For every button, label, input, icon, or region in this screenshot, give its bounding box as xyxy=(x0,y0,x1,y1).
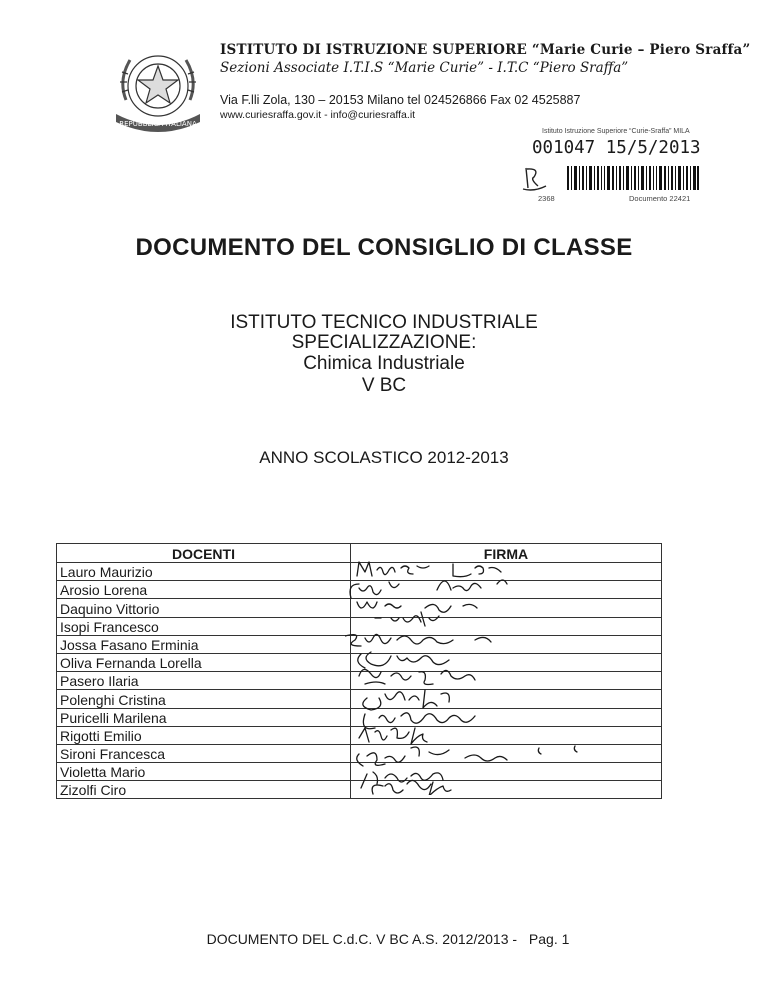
institute-sections: Sezioni Associate I.T.I.S “Marie Curie” - I.T.C “Piero Sraffa” xyxy=(220,60,629,76)
teacher-name: Zizolfi Ciro xyxy=(57,781,351,799)
protocol-stamp xyxy=(508,128,708,210)
specialization-label: SPECIALIZZAZIONE: xyxy=(291,332,477,353)
stamp-document-label: Documento 22421 xyxy=(629,194,691,203)
document-title: DOCUMENTO DEL CONSIGLIO DI CLASSE xyxy=(135,234,633,261)
class-name: V BC xyxy=(361,375,407,396)
institute-address: Via F.lli Zola, 130 – 20153 Milano tel 024526866 Fax 02 4525887 xyxy=(220,93,581,107)
signature-cell xyxy=(350,581,661,599)
table-row xyxy=(57,653,662,671)
teacher-name: Violetta Mario xyxy=(57,763,351,781)
page-footer xyxy=(0,931,768,947)
school-type: ISTITUTO TECNICO INDUSTRIALE xyxy=(230,312,538,333)
table-row xyxy=(57,744,662,762)
teacher-name: Oliva Fernanda Lorella xyxy=(57,653,351,671)
specialization-value: Chimica Industriale xyxy=(303,353,465,374)
table-row xyxy=(57,781,662,799)
signature-cell xyxy=(350,617,661,635)
table-row xyxy=(57,726,662,744)
signature-cell xyxy=(350,763,661,781)
stamp-code: 2368 xyxy=(538,194,555,203)
teachers-signature-table xyxy=(56,543,662,799)
teacher-name: Puricelli Marilena xyxy=(57,708,351,726)
teacher-name: Jossa Fasano Erminia xyxy=(57,635,351,653)
teacher-name: Pasero Ilaria xyxy=(57,672,351,690)
signature-cell xyxy=(350,563,661,581)
table-header-row xyxy=(57,544,662,563)
table-row xyxy=(57,635,662,653)
signature-cell xyxy=(350,690,661,708)
signature-cell xyxy=(350,726,661,744)
signature-cell xyxy=(350,635,661,653)
teacher-name: Lauro Maurizio xyxy=(57,563,351,581)
institute-website: www.curiesraffa.gov.it - info@curiesraffa.it xyxy=(220,109,416,121)
teacher-name: Rigotti Emilio xyxy=(57,726,351,744)
teacher-name: Sironi Francesca xyxy=(57,744,351,762)
signature-cell xyxy=(350,599,661,617)
signature-column-header: FIRMA xyxy=(350,544,661,563)
table-row xyxy=(57,599,662,617)
svg-text:REPUBBLICA ITALIANA: REPUBBLICA ITALIANA xyxy=(119,120,197,128)
teacher-name: Arosio Lorena xyxy=(57,581,351,599)
table-row xyxy=(57,617,662,635)
table-row xyxy=(57,581,662,599)
teacher-name: Daquino Vittorio xyxy=(57,599,351,617)
signature-cell xyxy=(350,744,661,762)
protocol-number: 001047 15/5/2013 xyxy=(532,138,701,158)
table-row xyxy=(57,672,662,690)
table-row xyxy=(57,690,662,708)
teacher-name: Isopi Francesco xyxy=(57,617,351,635)
table-row xyxy=(57,563,662,581)
table-row xyxy=(57,763,662,781)
table-row xyxy=(57,708,662,726)
teacher-name: Polenghi Cristina xyxy=(57,690,351,708)
stamp-title: Istituto Istruzione Superiore “Curie-Sraffa” MILA xyxy=(542,128,690,135)
barcode-icon xyxy=(567,166,699,190)
footer-page-number: Pag. 1 xyxy=(528,931,570,947)
stamp-initials-signature xyxy=(520,164,548,192)
institute-name: ISTITUTO DI ISTRUZIONE SUPERIORE “Marie Curie – Piero Sraffa” xyxy=(220,42,751,58)
teachers-column-header: DOCENTI xyxy=(57,544,351,563)
signature-cell xyxy=(350,653,661,671)
signature-cell xyxy=(350,781,661,799)
italian-republic-emblem-icon xyxy=(108,40,208,140)
signature-cell xyxy=(350,708,661,726)
signature-cell xyxy=(350,672,661,690)
school-year: ANNO SCOLASTICO 2012-2013 xyxy=(259,448,509,467)
footer-text: DOCUMENTO DEL C.d.C. V BC A.S. 2012/2013 - xyxy=(206,931,518,947)
